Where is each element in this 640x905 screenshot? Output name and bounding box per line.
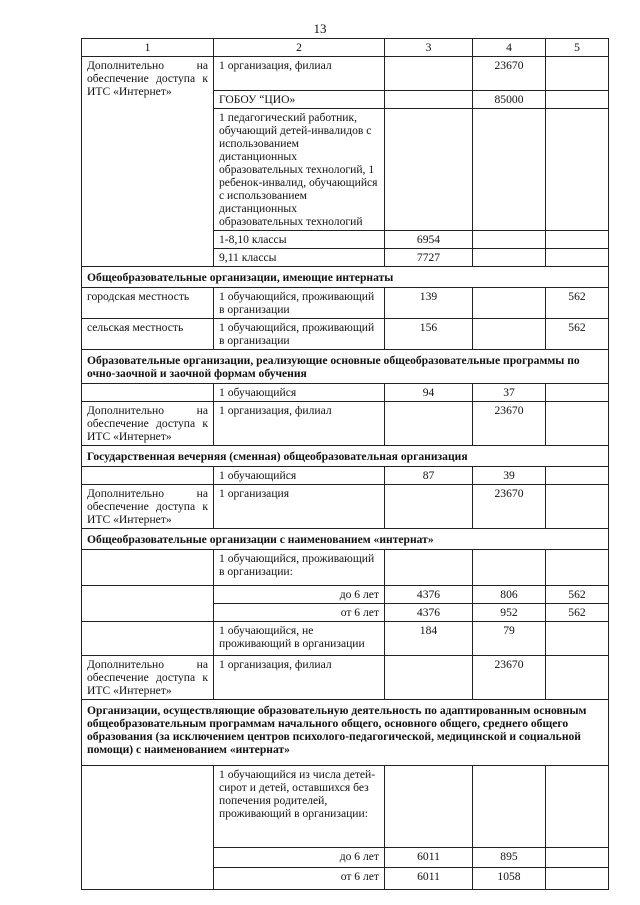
section-heading-row: [82, 267, 609, 288]
value-col3-cell: [385, 91, 473, 109]
value-col5-cell: 562: [546, 586, 609, 604]
value-col4-cell: 1058: [473, 868, 546, 890]
table-row: [82, 550, 609, 586]
table-row: [82, 467, 609, 485]
category-cell: [82, 384, 214, 402]
section-heading-row: [82, 350, 609, 384]
description-cell: 9,11 классы: [214, 249, 385, 267]
category-cell: Дополнительно на обеспечение доступа к ИТС «Интернет»: [82, 485, 214, 529]
value-col3-cell: [385, 109, 473, 231]
value-col5-cell: [546, 656, 609, 700]
description-cell: 1 организация, филиал: [214, 57, 385, 91]
section-heading: Государственная вечерняя (сменная) общеобразовательная организация: [82, 446, 609, 467]
header-col-1: 1: [82, 39, 214, 57]
value-col3-cell: [385, 766, 473, 848]
value-col5-cell: [546, 231, 609, 249]
norms-table: [81, 38, 609, 890]
description-cell: 1 обучающийся из числа детей-сирот и детей, оставшихся без попечения родителей, проживающий в организации:: [214, 766, 385, 848]
table-row: [82, 485, 609, 529]
description-cell: 1 организация: [214, 485, 385, 529]
value-col4-cell: 23670: [473, 656, 546, 700]
description-cell: 1 педагогический работник, обучающий детей-инвалидов с использованием дистанционных образовательных технологий, 1 ребенок-инвалид, обучающийся с использованием дистанционных образовательных технологий: [214, 109, 385, 231]
table-row: [82, 384, 609, 402]
norms-table-body: [82, 39, 609, 890]
value-col5-cell: [546, 57, 609, 91]
value-col3-cell: [385, 550, 473, 586]
value-col5-cell: [546, 402, 609, 446]
table-row: [82, 288, 609, 319]
description-cell: 1 обучающийся, проживающий в организации:: [214, 550, 385, 586]
section-heading: Образовательные организации, реализующие основные общеобразовательные программы по очно-заочной и заочной формам обучения: [82, 350, 609, 384]
category-cell: Дополнительно на обеспечение доступа к ИТС «Интернет»: [82, 57, 214, 267]
category-cell: [82, 766, 214, 890]
value-col4-cell: 806: [473, 586, 546, 604]
value-col5-cell: [546, 384, 609, 402]
value-col3-cell: [385, 57, 473, 91]
value-col5-cell: [546, 485, 609, 529]
value-col4-cell: 23670: [473, 485, 546, 529]
description-cell: от 6 лет: [214, 868, 385, 890]
value-col3-cell: 6011: [385, 868, 473, 890]
page-number: 13: [313, 21, 327, 36]
description-cell: 1 обучающийся, проживающий в организации: [214, 288, 385, 319]
value-col3-cell: 184: [385, 622, 473, 656]
value-col3-cell: 6954: [385, 231, 473, 249]
value-col5-cell: [546, 622, 609, 656]
description-cell: 1-8,10 классы: [214, 231, 385, 249]
value-col4-cell: [473, 231, 546, 249]
value-col5-cell: [546, 868, 609, 890]
header-col-2: 2: [214, 39, 385, 57]
value-col3-cell: [385, 402, 473, 446]
value-col4-cell: 37: [473, 384, 546, 402]
category-cell: сельская местность: [82, 319, 214, 350]
table-row: [82, 656, 609, 700]
value-col3-cell: 139: [385, 288, 473, 319]
value-col5-cell: 562: [546, 288, 609, 319]
description-cell: 1 обучающийся: [214, 467, 385, 485]
category-cell: [82, 467, 214, 485]
value-col5-cell: 562: [546, 604, 609, 622]
value-col5-cell: [546, 766, 609, 848]
value-col4-cell: 39: [473, 467, 546, 485]
description-cell: 1 обучающийся: [214, 384, 385, 402]
value-col4-cell: 23670: [473, 57, 546, 91]
value-col5-cell: 562: [546, 319, 609, 350]
table-row: [82, 402, 609, 446]
section-heading-row: [82, 700, 609, 766]
value-col4-cell: [473, 766, 546, 848]
description-cell: 1 организация, филиал: [214, 402, 385, 446]
section-heading: Организации, осуществляющие образовательную деятельность по адаптированным основным общеобразовательным программам начального общего, основного общего, среднего общего образования (за исключением центров психолого-педагогической, медицинской и социальной помощи) с наименованием «интернат»: [82, 700, 609, 766]
value-col4-cell: [473, 550, 546, 586]
value-col5-cell: [546, 467, 609, 485]
value-col3-cell: [385, 485, 473, 529]
value-col4-cell: 23670: [473, 402, 546, 446]
section-heading: Общеобразовательные организации с наименованием «интернат»: [82, 529, 609, 550]
category-cell: [82, 586, 214, 622]
category-cell: [82, 550, 214, 586]
value-col3-cell: 87: [385, 467, 473, 485]
table-row: [82, 319, 609, 350]
value-col5-cell: [546, 550, 609, 586]
category-cell: Дополнительно на обеспечение доступа к ИТС «Интернет»: [82, 402, 214, 446]
value-col3-cell: 6011: [385, 848, 473, 868]
value-col4-cell: 895: [473, 848, 546, 868]
header-col-3: 3: [385, 39, 473, 57]
section-heading-row: [82, 529, 609, 550]
description-cell: до 6 лет: [214, 848, 385, 868]
description-cell: 1 организация, филиал: [214, 656, 385, 700]
category-cell: Дополнительно на обеспечение доступа к ИТС «Интернет»: [82, 656, 214, 700]
header-col-5: 5: [546, 39, 609, 57]
value-col5-cell: [546, 249, 609, 267]
value-col3-cell: 94: [385, 384, 473, 402]
description-cell: от 6 лет: [214, 604, 385, 622]
value-col5-cell: [546, 848, 609, 868]
description-cell: ГОБОУ “ЦИО»: [214, 91, 385, 109]
value-col4-cell: [473, 249, 546, 267]
description-cell: 1 обучающийся, проживающий в организации: [214, 319, 385, 350]
value-col5-cell: [546, 91, 609, 109]
section-heading: Общеобразовательные организации, имеющие интернаты: [82, 267, 609, 288]
section-heading-row: [82, 446, 609, 467]
value-col3-cell: 4376: [385, 604, 473, 622]
table-row: [82, 766, 609, 848]
header-col-4: 4: [473, 39, 546, 57]
table-row: [82, 622, 609, 656]
value-col4-cell: 79: [473, 622, 546, 656]
value-col3-cell: [385, 656, 473, 700]
description-cell: до 6 лет: [214, 586, 385, 604]
category-cell: городская местность: [82, 288, 214, 319]
value-col4-cell: [473, 109, 546, 231]
value-col3-cell: 4376: [385, 586, 473, 604]
description-cell: 1 обучающийся, не проживающий в организации: [214, 622, 385, 656]
value-col3-cell: 7727: [385, 249, 473, 267]
value-col3-cell: 156: [385, 319, 473, 350]
value-col4-cell: [473, 288, 546, 319]
table-row: [82, 57, 609, 91]
value-col4-cell: 952: [473, 604, 546, 622]
header-row: [82, 39, 609, 57]
value-col4-cell: [473, 319, 546, 350]
table-row: [82, 586, 609, 604]
category-cell: [82, 622, 214, 656]
value-col4-cell: 85000: [473, 91, 546, 109]
value-col5-cell: [546, 109, 609, 231]
